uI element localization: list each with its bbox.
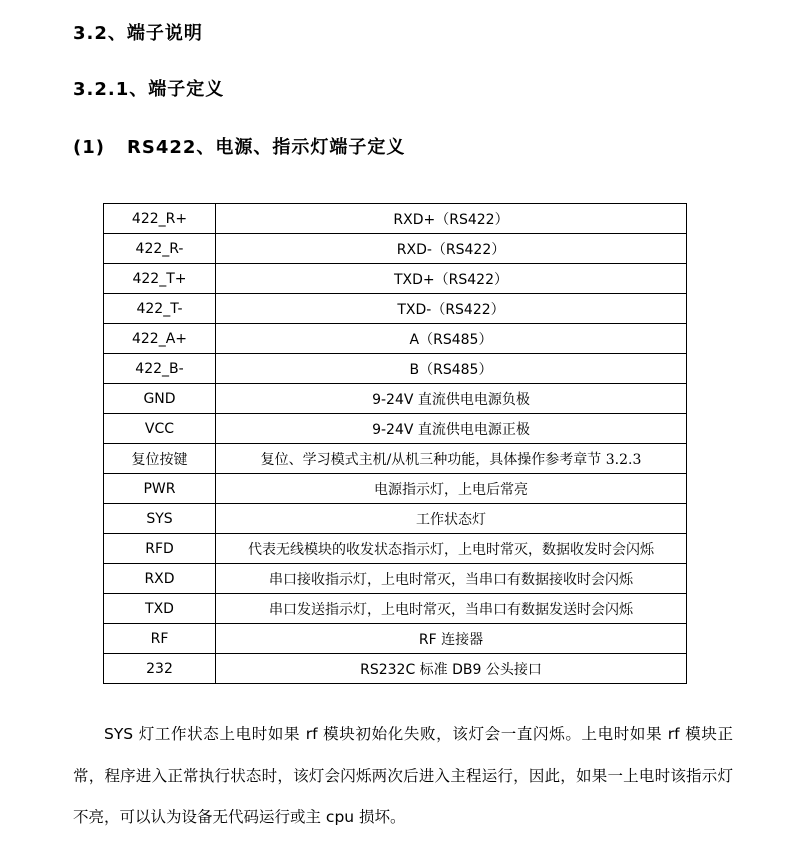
pin-name-cell: 422_R+ (104, 204, 216, 234)
pin-name-cell: 422_T+ (104, 264, 216, 294)
pin-desc-cell: RXD+（RS422） (216, 204, 687, 234)
table-row (104, 624, 687, 654)
table-row (104, 474, 687, 504)
pin-desc-cell: RF 连接器 (216, 624, 687, 654)
pin-name-cell: VCC (104, 414, 216, 444)
pin-name-cell: GND (104, 384, 216, 414)
item-heading (73, 133, 405, 159)
pin-name-cell: RF (104, 624, 216, 654)
pin-desc-cell: 代表无线模块的收发状态指示灯，上电时常灭，数据收发时会闪烁 (216, 534, 687, 564)
subsection-heading: 3.2.1、端子定义 (73, 79, 225, 100)
pin-desc-cell: 9-24V 直流供电电源负极 (216, 384, 687, 414)
pin-desc-cell: 串口发送指示灯，上电时常灭，当串口有数据发送时会闪烁 (216, 594, 687, 624)
pin-desc-cell: RS232C 标准 DB9 公头接口 (216, 654, 687, 684)
item-title: RS422、电源、指示灯端子定义 (127, 137, 406, 158)
table-row (104, 264, 687, 294)
pin-desc-cell: RXD-（RS422） (216, 234, 687, 264)
pin-desc-cell: 电源指示灯，上电后常亮 (216, 474, 687, 504)
pin-name-cell: 232 (104, 654, 216, 684)
table-row (104, 324, 687, 354)
table-row (104, 384, 687, 414)
pin-name-cell: 422_B- (104, 354, 216, 384)
pin-desc-cell: 串口接收指示灯，上电时常灭，当串口有数据接收时会闪烁 (216, 564, 687, 594)
pin-name-cell: RFD (104, 534, 216, 564)
pin-name-cell: 422_A+ (104, 324, 216, 354)
table-row (104, 654, 687, 684)
pin-name-cell: 复位按键 (104, 444, 216, 474)
item-number: (1) (73, 137, 105, 158)
pin-desc-cell: TXD+（RS422） (216, 264, 687, 294)
table-row (104, 594, 687, 624)
pin-desc-cell: A（RS485） (216, 324, 687, 354)
pin-name-cell: SYS (104, 504, 216, 534)
section-heading: 3.2、端子说明 (73, 23, 203, 44)
pin-desc-cell: 工作状态灯 (216, 504, 687, 534)
pin-desc-cell: B（RS485） (216, 354, 687, 384)
pin-desc-cell: 复位、学习模式主机/从机三种功能，具体操作参考章节 3.2.3 (216, 444, 687, 474)
pin-name-cell: PWR (104, 474, 216, 504)
pin-desc-cell: TXD-（RS422） (216, 294, 687, 324)
table-row (104, 234, 687, 264)
table-row (104, 414, 687, 444)
table-row (104, 444, 687, 474)
pin-desc-cell: 9-24V 直流供电电源正极 (216, 414, 687, 444)
terminal-definition-table (103, 203, 687, 684)
table-row (104, 354, 687, 384)
pin-name-cell: TXD (104, 594, 216, 624)
pin-name-cell: RXD (104, 564, 216, 594)
table-row (104, 204, 687, 234)
pin-name-cell: 422_T- (104, 294, 216, 324)
sys-light-note: SYS 灯工作状态上电时如果 rf 模块初始化失败，该灯会一直闪烁。上电时如果 rf 模块正常，程序进入正常执行状态时，该灯会闪烁两次后进入主程运行，因此，如果一上电时该指示灯不亮，可以认为设备无代码运行或主 cpu 损坏。 (73, 725, 733, 826)
table-row (104, 504, 687, 534)
pin-name-cell: 422_R- (104, 234, 216, 264)
table-row (104, 294, 687, 324)
table-body (104, 204, 687, 684)
table-row (104, 564, 687, 594)
table-row (104, 534, 687, 564)
